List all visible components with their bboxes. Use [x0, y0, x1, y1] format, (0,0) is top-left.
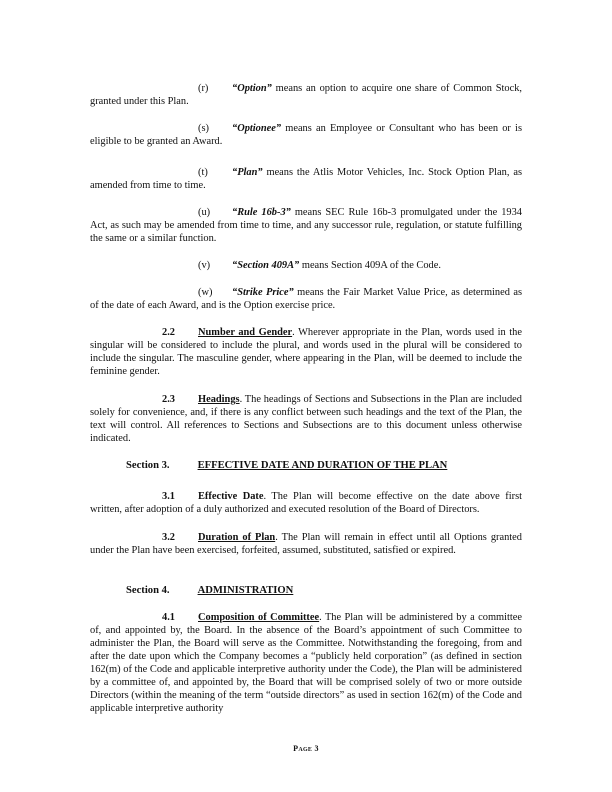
definition-text: means the Fair Market Value Price, as determined as of the date of each Award, and is the Option exercise price.: [90, 287, 522, 311]
definition-plan: [90, 166, 522, 192]
definition-text: means the Atlis Motor Vehicles, Inc. Stock Option Plan, as amended from time to time.: [90, 167, 522, 191]
subsection-heading: Headings: [198, 394, 240, 405]
definition-text: means an Employee or Consultant who has been or is eligible to be granted an Award.: [90, 123, 522, 147]
section-4-heading: [126, 584, 293, 597]
definition-label: (r): [198, 83, 209, 94]
defined-term: “Section 409A”: [232, 260, 300, 271]
page-number: Page 3: [293, 744, 319, 753]
definition-rule-16b-3: [90, 206, 522, 245]
subsection-4-1: [90, 611, 522, 715]
page-number-footer: [0, 744, 612, 753]
section-label: Section 3.: [126, 460, 170, 471]
subsection-2-2: [90, 326, 522, 378]
subsection-text: . The Plan will remain in effect until all Options granted under the Plan have been exercised, forfeited, assumed, substituted, satisfied or expired.: [90, 532, 522, 556]
defined-term: “Optionee”: [232, 123, 282, 134]
definition-strike-price: [90, 286, 522, 312]
definition-optionee: [90, 122, 522, 148]
subsection-2-3: [90, 393, 522, 445]
definition-text: means SEC Rule 16b-3 promulgated under the 1934 Act, as such may be amended from time to time, and any successor rule, regulation, or statute fulfilling the same or a similar function.: [90, 207, 522, 244]
defined-term: “Rule 16b-3”: [232, 207, 291, 218]
definition-section-409a: [90, 259, 522, 272]
subsection-text: . The headings of Sections and Subsections in the Plan are included solely for convenience, and, if there is any conflict between such headings and the text of the Plan, the text will control. All references to Sections and Subsections are to this document unless otherwise indicated.: [90, 394, 522, 444]
subsection-3-2: [90, 531, 522, 557]
section-3-heading: [126, 459, 447, 472]
subsection-number: 2.3: [162, 394, 175, 405]
section-title: ADMINISTRATION: [197, 585, 294, 596]
definition-label: (u): [198, 207, 211, 218]
subsection-number: 3.2: [162, 532, 175, 543]
definition-label: (s): [198, 123, 209, 134]
definition-label: (t): [198, 167, 208, 178]
definition-text: means an option to acquire one share of Common Stock, granted under this Plan.: [90, 83, 522, 107]
definition-option: [90, 82, 522, 108]
subsection-text: . The Plan will become effective on the date above first written, after adoption of a duly authorized and executed resolution of the Board of Directors.: [90, 491, 522, 515]
subsection-text: . Wherever appropriate in the Plan, words used in the singular will be considered to include the plural, and words used in the plural will be considered to include the singular. The masculine gender, where appearing in the Plan, will be deemed to include the feminine gender.: [90, 327, 522, 377]
subsection-number: 2.2: [162, 327, 175, 338]
section-title: EFFECTIVE DATE AND DURATION OF THE PLAN: [197, 460, 448, 471]
subsection-heading: Duration of Plan: [198, 532, 276, 543]
defined-term: “Plan”: [232, 167, 263, 178]
defined-term: “Option”: [232, 83, 272, 94]
subsection-text: . The Plan will be administered by a committee of, and appointed by, the Board. In the absence of the Board’s appointment of such Committee to administer the Plan, the Board will serve as the Committee. Notwithstanding the foregoing, from and after the date upon which the Company becomes a “publicly held corporation” (as defined in section 162(m) of the Code and applicable interpretive authority under the Code), the Plan will be administered by a committee of, and appointed by, the Board that will be comprised solely of two or more outside Directors (within the meaning of the term “outside directors” as used in section 162(m) of the Code and applicable interpretive authority: [90, 612, 522, 714]
subsection-number: 4.1: [162, 612, 175, 623]
subsection-number: 3.1: [162, 491, 175, 502]
definition-label: (v): [198, 260, 211, 271]
subsection-heading: Effective Date: [198, 491, 264, 502]
subsection-heading: Number and Gender: [198, 327, 293, 338]
defined-term: “Strike Price”: [232, 287, 294, 298]
definition-text: means Section 409A of the Code.: [299, 260, 441, 271]
subsection-heading: Composition of Committee: [198, 612, 320, 623]
definition-label: (w): [198, 287, 213, 298]
subsection-3-1: [90, 490, 522, 516]
section-label: Section 4.: [126, 585, 170, 596]
